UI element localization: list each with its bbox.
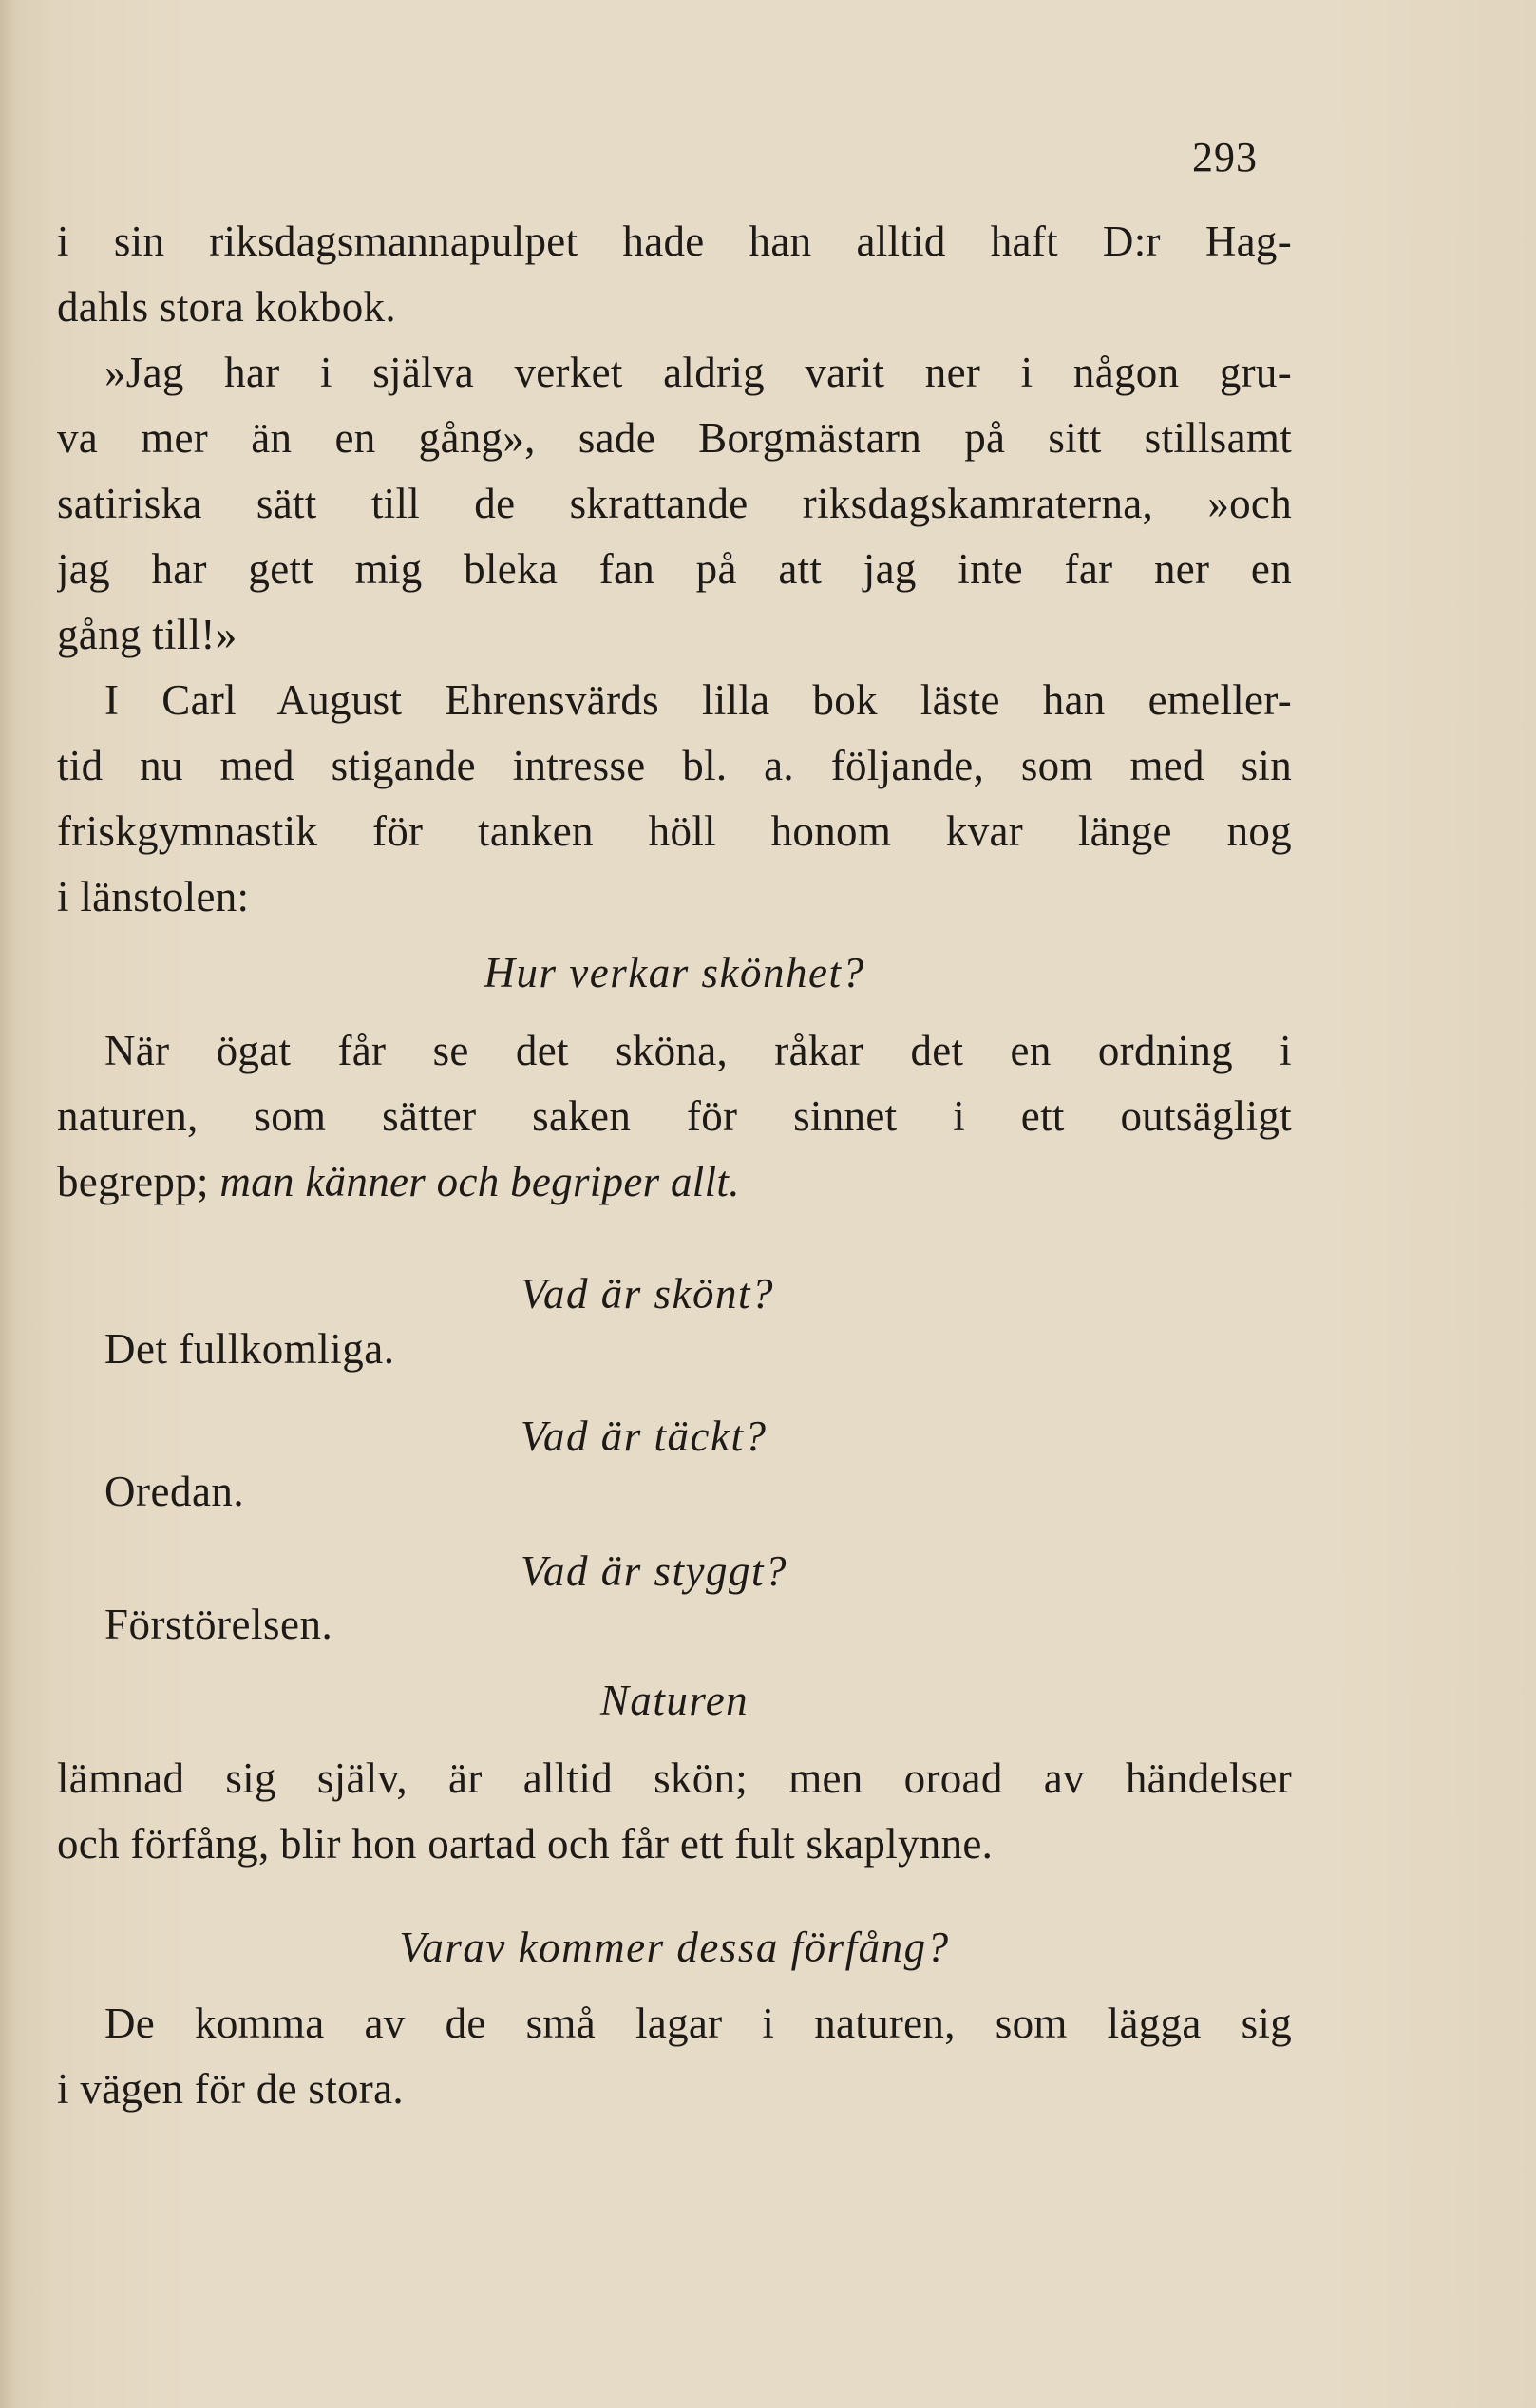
section-heading: Varav kommer dessa förfång? xyxy=(399,1924,950,1971)
text-line: va mer än en gång», sade Borgmästarn på sitt stillsamt xyxy=(57,414,1292,462)
binding-shadow xyxy=(0,0,17,2408)
text-line: lämnad sig själv, är alltid skön; men oroad av händelser xyxy=(57,1754,1292,1802)
text-line: friskgymnastik för tanken höll honom kvar länge nog xyxy=(57,807,1292,855)
qa-question: Vad är skönt? xyxy=(521,1270,774,1318)
paragraph-2 xyxy=(57,340,1292,668)
paragraph-3 xyxy=(57,668,1292,930)
text-line: När ögat får se det sköna, råkar det en ordning i xyxy=(104,1027,1292,1074)
text-line: tid nu med stigande intresse bl. a. följande, som med sin xyxy=(57,742,1292,789)
page-number: 293 xyxy=(1192,134,1258,180)
paragraph-5 xyxy=(57,1746,1292,1877)
text-line: gång till!» xyxy=(57,611,237,658)
text-line: »Jag har i själva verket aldrig varit ner i någon gru- xyxy=(104,349,1292,396)
qa-question: Vad är styggt? xyxy=(521,1547,788,1595)
qa-answer: Oredan. xyxy=(104,1468,245,1515)
paragraph-6 xyxy=(57,1991,1292,2122)
section-heading: Naturen xyxy=(599,1677,749,1724)
text-line: satiriska sätt till de skrattande riksdagskamraterna, »och xyxy=(57,480,1292,527)
text-italic: man känner och begriper allt. xyxy=(219,1158,740,1205)
text-plain: begrepp; xyxy=(57,1158,220,1205)
text-line: i sin riksdagsmannapulpet hade han alltid haft D:r Hag- xyxy=(57,218,1292,265)
text-line xyxy=(57,1149,1292,1215)
text-line: jag har gett mig bleka fan på att jag inte far ner en xyxy=(57,545,1292,593)
qa-question: Vad är täckt? xyxy=(521,1413,768,1460)
paragraph-1 xyxy=(57,209,1292,340)
qa-answer: Förstörelsen. xyxy=(104,1601,333,1648)
text-line: i vägen för de stora. xyxy=(57,2065,404,2113)
text-line: och förfång, blir hon oartad och får ett fult skaplynne. xyxy=(57,1820,994,1868)
section-heading: Hur verkar skönhet? xyxy=(484,949,865,996)
text-line: dahls stora kokbok. xyxy=(57,283,396,331)
text-line: naturen, som sätter saken för sinnet i ett outsägligt xyxy=(57,1092,1292,1140)
paragraph-4 xyxy=(57,1018,1292,1215)
text-line: I Carl August Ehrensvärds lilla bok läste han emeller- xyxy=(104,676,1292,724)
qa-answer: Det fullkomliga. xyxy=(104,1325,395,1373)
text-line: i länstolen: xyxy=(57,873,250,920)
text-line: De komma av de små lagar i naturen, som lägga sig xyxy=(104,2000,1292,2047)
